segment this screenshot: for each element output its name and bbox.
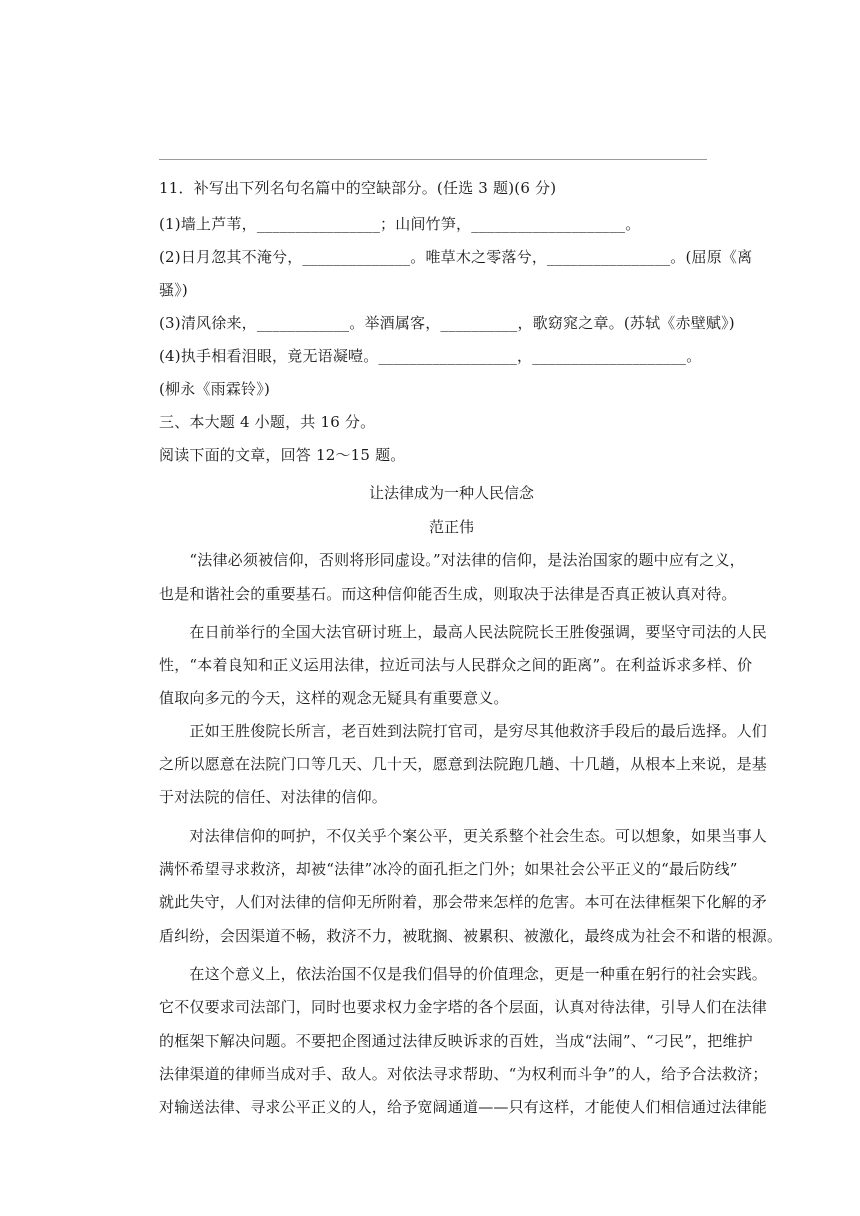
article-paragraph-5-line-5: 对输送法律、寻求公平正义的人，给予宽阔通道——只有这样，才能使人们相信通过法律能 [159,1098,768,1116]
article-paragraph-5-line-1: 在这个意义上，依法治国不仅是我们倡导的价值理念，更是一种重在躬行的社会实践。 [159,965,768,983]
article-author: 范正伟 [428,518,474,536]
article-paragraph-2-line-2: 性，“本着良知和正义运用法律，拉近司法与人民群众之间的距离”。在利益诉求多样、价 [159,656,753,674]
section-3-instruction: 阅读下面的文章，回答 12～15 题。 [159,446,406,464]
question-11-item-3: (3)清风徐来，____________。举酒属客，__________，歌窈窕之章。(苏轼《赤壁赋》) [159,314,735,332]
question-11-item-2-line-1: (2)日月忽其不淹兮，______________。唯草木之零落兮，________________。(屈原《离 [159,248,753,266]
article-paragraph-1-line-1: “法律必须被信仰，否则将形同虚设。”对法律的信仰，是法治国家的题中应有之义， [159,551,745,569]
article-paragraph-2-line-3: 值取向多元的今天，这样的观念无疑具有重要意义。 [159,689,509,707]
article-paragraph-3-line-2: 之所以愿意在法院门口等几天、几十天，愿意到法院跑几趟、十几趟，从根本上来说，是基 [159,755,768,773]
question-11-heading: 11．补写出下列名句名篇中的空缺部分。(任选 3 题)(6 分) [159,179,557,197]
article-paragraph-4-line-1: 对法律信仰的呵护，不仅关乎个案公平，更关系整个社会生态。可以想象，如果当事人 [159,827,768,845]
question-11-item-2-line-2: 骚》) [159,281,188,299]
question-11-item-1: (1)墙上芦苇，________________；山间竹笋，____________________。 [159,215,641,233]
question-11-item-4: (4)执手相看泪眼，竟无语凝噎。__________________，____________________。 [159,347,702,365]
article-paragraph-5-line-4: 法律渠道的律师当成对手、敌人。对依法寻求帮助、“为权利而斗争”的人，给予合法救济； [159,1065,768,1083]
article-paragraph-4-line-2: 满怀希望寻求救济，却被“法律”冰冷的面孔拒之门外；如果社会公平正义的“最后防线” [159,860,738,878]
section-3-heading: 三、本大题 4 小题，共 16 分。 [159,413,376,431]
article-paragraph-5-line-2: 它不仅要求司法部门，同时也要求权力金字塔的各个层面，认真对待法律，引导人们在法律 [159,998,768,1016]
article-title: 让法律成为一种人民信念 [368,484,534,502]
article-paragraph-4-line-3: 就此失守，人们对法律的信仰无所附着，那会带来怎样的危害。本可在法律框架下化解的矛 [159,893,768,911]
article-paragraph-5-line-3: 的框架下解决问题。不要把企图通过法律反映诉求的百姓，当成“法闹”、“刁民”，把维护 [159,1032,753,1050]
article-paragraph-3-line-1: 正如王胜俊院长所言，老百姓到法院打官司，是穷尽其他救济手段后的最后选择。人们 [159,722,768,740]
article-paragraph-1-line-2: 也是和谐社会的重要基石。而这种信仰能否生成，则取决于法律是否真正被认真对待。 [159,585,737,603]
article-paragraph-2-line-1: 在日前举行的全国大法官研讨班上，最高人民法院院长王胜俊强调，要坚守司法的人民 [159,623,768,641]
question-11-item-4-source: (柳永《雨霖铃》) [159,380,271,398]
article-paragraph-3-line-3: 于对法院的信任、对法律的信仰。 [159,788,388,806]
article-paragraph-4-line-4: 盾纠纷，会因渠道不畅，救济不力，被耽搁、被累积、被激化，最终成为社会不和谐的根源。 [159,927,783,945]
answer-rule-line [159,159,707,160]
